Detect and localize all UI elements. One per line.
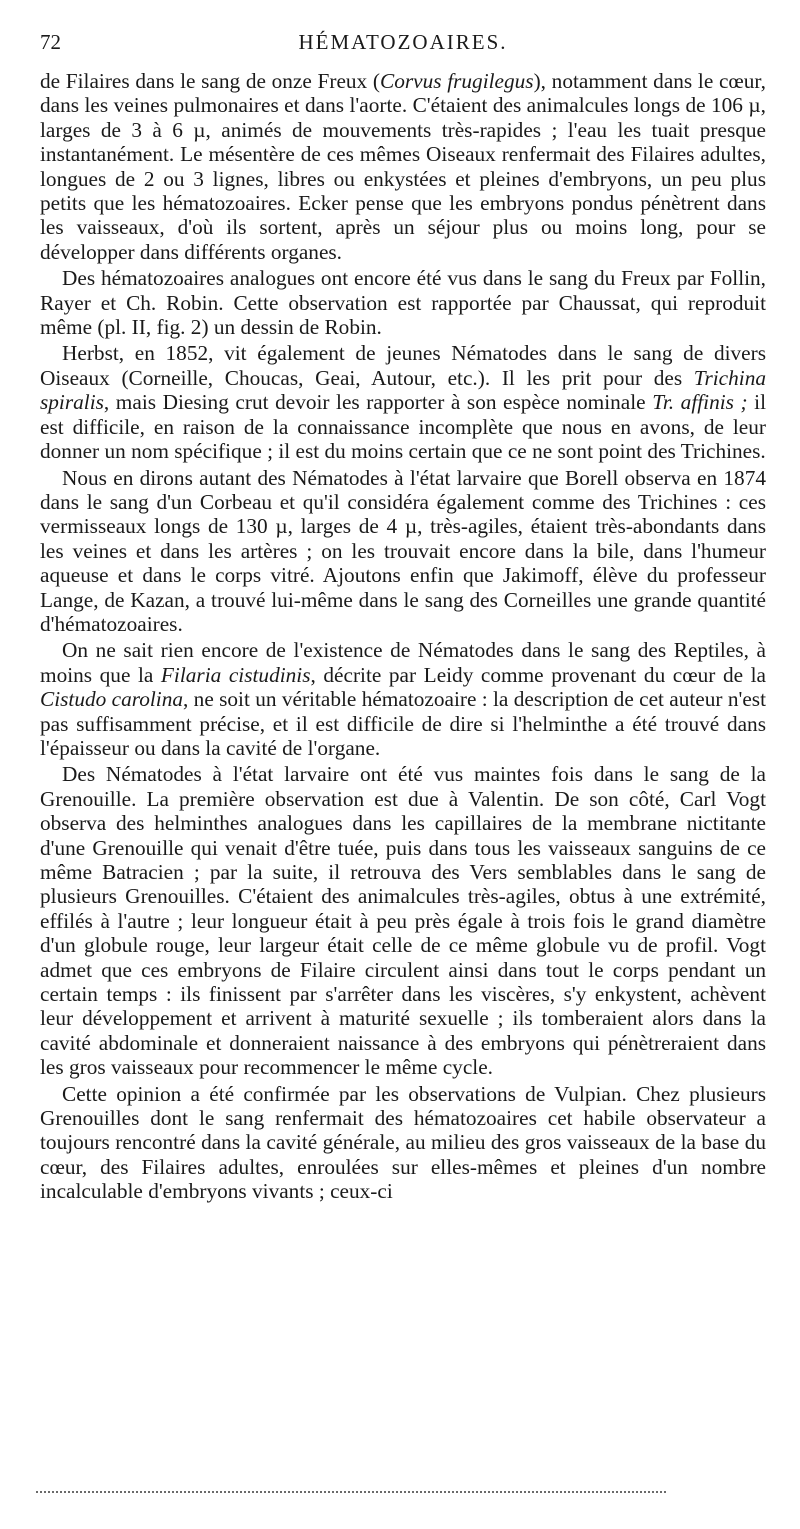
text-run: , ne soit un véritable hématozoaire : la description de cet auteur n'est pas suffisamment précise, et il est difficile de dire si l'helminthe a été trouvé dans l'épaisseur ou dans la cavité de l'organe. xyxy=(40,687,766,760)
running-title: HÉMATOZOAIRES. xyxy=(298,30,508,54)
text-run: Des Nématodes à l'état larvaire ont été vus maintes fois dans le sang de la Grenouille. La première observation est due à Valentin. De son côté, Carl Vogt observa des helminthes analogues dans les capillaires de la membrane nictitante d'une Grenouille qui venait d'être tuée, puis dans tous les vaisseaux sanguins de ce même Batracien ; par la suite, il retrouva des Vers semblables dans le sang de plusieurs Grenouilles. C'étaient des animalcules très-agiles, obtus à une extrémité, effilés à l'autre ; leur longueur était à peu près égale à trois fois le grand diamètre d'un globule rouge, leur largeur était celle de ce même globule vu de profil. Vogt admet que ces embryons de Filaire circulent ainsi dans tout le corps pendant un certain temps : ils finissent par s'arrêter dans les viscères, s'y enkystent, achèvent leur développement et arrivent à maturité sexuelle ; ils tomberaient alors dans la cavité abdominale et donneraient naissance à des embryons qui pénètreraient dans les gros vaisseaux pour recommencer le même cycle. xyxy=(40,762,766,1080)
paragraph xyxy=(40,341,766,463)
paragraph xyxy=(40,266,766,339)
page-header xyxy=(40,30,766,60)
book-page xyxy=(40,30,766,1204)
text-run: de Filaires dans le sang de onze Freux ( xyxy=(40,69,380,93)
paragraph xyxy=(40,466,766,637)
text-run: Des hématozoaires analogues ont encore été vus dans le sang du Freux par Follin, Rayer et Ch. Robin. Cette observation est rapportée par Chaussat, qui reproduit même (pl. II, fig. 2) un dessin de Robin. xyxy=(40,266,766,340)
paragraph xyxy=(40,69,766,264)
paragraph xyxy=(40,1082,766,1204)
italic-term: Cistudo carolina xyxy=(40,687,183,712)
italic-term: Filaria cistudinis xyxy=(160,662,311,687)
paragraph xyxy=(40,638,766,760)
text-run: ), notamment dans le cœur, dans les veines pulmonaires et dans l'aorte. C'étaient des animalcules longs de 106 µ, larges de 3 à 6 µ, animés de mouvements très-rapides ; l'eau les tuait presque instantanément. Le mésentère de ces mêmes Oiseaux renfermait des Filaires adultes, longues de 2 ou 3 lignes, libres ou enkystées et pleines d'embryons, un peu plus petits que les hématozoaires. Ecker pense que les embryons pondus pénètrent dans les vaisseaux, d'où ils sortent, après un séjour plus ou moins long, pour se développer dans différents organes. xyxy=(40,69,766,264)
text-run: il est difficile, en raison de la connaissance incomplète que nous en avons, de leur donner un nom spécifique ; il est du moins certain que ce ne sont point des Trichines. xyxy=(40,390,766,464)
page-number: 72 xyxy=(40,30,61,54)
text-run: Cette opinion a été confirmée par les observations de Vulpian. Chez plusieurs Grenouilles dont le sang renfermait des hématozoaires cet habile observateur a toujours rencontré dans la cavité générale, au milieu des gros vaisseaux de la base du cœur, des Filaires adultes, enroulées sur elles-mêmes et pleines d'un nombre incalculable d'embryons vivants ; ceux-ci xyxy=(40,1081,766,1204)
italic-term: Trichina spiralis xyxy=(40,365,766,415)
text-run: On ne sait rien encore de l'existence de Nématodes dans le sang des Reptiles, à moins que la xyxy=(40,638,766,687)
text-run: Nous en dirons autant des Nématodes à l'état larvaire que Borell observa en 1874 dans le sang d'un Corbeau et qu'il considéra également comme des Trichines : ces vermisseaux longs de 130 µ, larges de 4 µ, très-agiles, étaient très-abondants dans les veines et dans les artères ; on les trouvait encore dans la bile, dans l'humeur aqueuse et dans le corps vitré. Ajoutons enfin que Jakimoff, élève du professeur Lange, de Kazan, a trouvé lui-même dans le sang des Corneilles une grande quantité d'hématozoaires. xyxy=(40,465,766,636)
bottom-dotted-rule xyxy=(36,1491,666,1495)
text-run: , mais Diesing crut devoir les rapporter à son espèce nominale xyxy=(103,390,653,415)
paragraph xyxy=(40,762,766,1079)
text-run: , décrite par Leidy comme provenant du cœur de la xyxy=(310,662,766,687)
text-run: Herbst, en 1852, vit également de jeunes Nématodes dans le sang de divers Oiseaux (Corneille, Choucas, Geai, Autour, etc.). Il les prit pour des xyxy=(40,341,766,390)
italic-term: Tr. affinis ; xyxy=(652,390,748,415)
italic-term: Corvus frugilegus xyxy=(379,69,534,93)
body-text xyxy=(40,69,766,1204)
